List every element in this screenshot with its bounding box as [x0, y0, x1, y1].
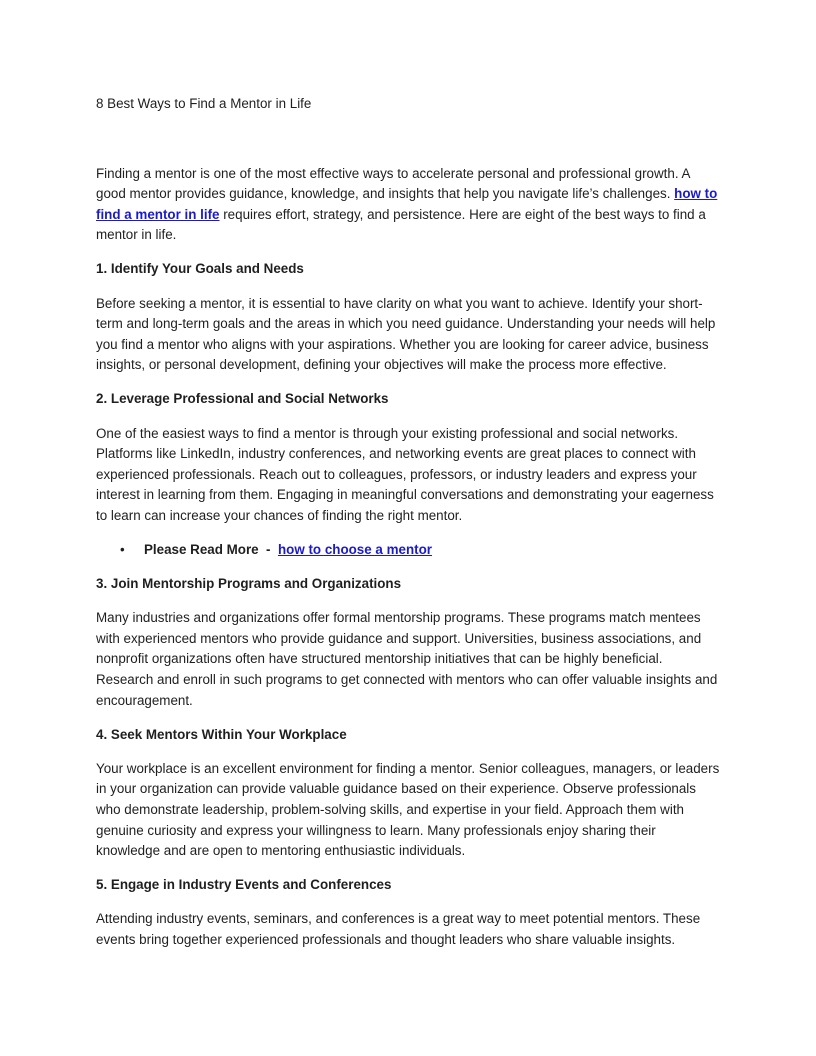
- intro-paragraph: [96, 164, 722, 246]
- document-page: [96, 94, 722, 964]
- intro-text-after: requires effort, strategy, and persistence. Here are eight of the best ways to find a mentor in life.: [96, 206, 706, 243]
- document-title: 8 Best Ways to Find a Mentor in Life: [96, 96, 312, 111]
- section-3-body: Many industries and organizations offer formal mentorship programs. These programs match mentees with experienced mentors who provide guidance and support. Universities, business associations, and nonprofit organizations often have structured mentorship initiatives that can be highly beneficial. Research and enroll in such programs to get connected with mentors who can offer valuable insights and encouragement.: [96, 610, 718, 708]
- section-3-heading: 3. Join Mentorship Programs and Organizations: [96, 576, 402, 592]
- section-4-body: Your workplace is an excellent environment for finding a mentor. Senior colleagues, managers, or leaders in your organization can provide valuable guidance based on their experience. Observe professionals who demonstrate leadership, problem-solving skills, and expertise in your field. Approach them with genuine curiosity and express your willingness to learn. Many professionals enjoy sharing their knowledge and are open to mentoring enthusiastic individuals.: [96, 760, 720, 859]
- section-5-heading: 5. Engage in Industry Events and Conferences: [96, 877, 392, 893]
- read-more-list: [96, 540, 722, 561]
- choose-mentor-link[interactable]: how to choose a mentor: [277, 542, 432, 557]
- section-2-body: One of the easiest ways to find a mentor is through your existing professional and social networks. Platforms like LinkedIn, industry conferences, and networking events are great places to connect with experienced professionals. Reach out to colleagues, professors, or industry leaders and express your interest in learning from them. Engaging in meaningful conversations and demonstrating your eagerness to learn can increase your chances of finding the right mentor.: [96, 425, 714, 523]
- section-1-heading: 1. Identify Your Goals and Needs: [96, 261, 304, 277]
- section-2-heading: 2. Leverage Professional and Social Networks: [96, 391, 389, 407]
- section-4-heading: 4. Seek Mentors Within Your Workplace: [96, 726, 347, 742]
- read-more-label: Please Read More -: [144, 542, 278, 557]
- bullet-icon: •: [120, 542, 125, 557]
- section-1-body: Before seeking a mentor, it is essential to have clarity on what you want to achieve. Identify your short-term and long-term goals and the areas in which you need guidance. Understanding your needs will help you find a mentor who aligns with your aspirations. Whether you are looking for career advice, business insights, or personal development, defining your objectives will make the process more effective.: [96, 295, 716, 373]
- read-more-item: [120, 540, 722, 561]
- find-mentor-link[interactable]: how to find a mentor in life: [96, 186, 718, 222]
- section-5-body: Attending industry events, seminars, and conferences is a great way to meet potential mentors. These events bring together experienced professionals and thought leaders who share valuable insights.: [96, 911, 701, 947]
- intro-text-before: Finding a mentor is one of the most effective ways to accelerate personal and professional growth. A good mentor provides guidance, knowledge, and insights that help you navigate life’s challenges.: [96, 165, 690, 202]
